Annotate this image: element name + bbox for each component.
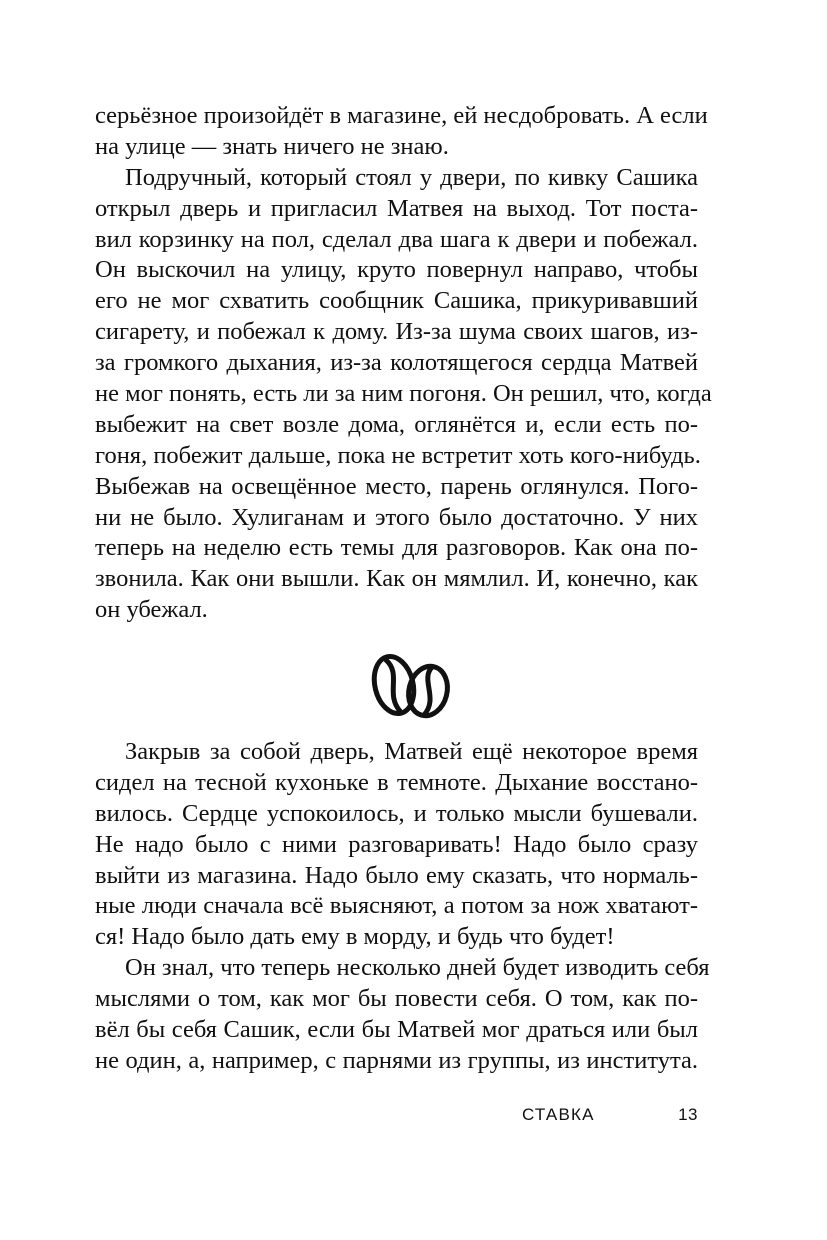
text-line: звонила. Как они вышли. Как он мямлил. И, конечно, как [95, 565, 698, 593]
text-line: Выбежав на освещённое место, парень оглянулся. Пого- [95, 472, 698, 500]
text-line: мыслями о том, как мог бы повести себя. О том, как по- [95, 985, 698, 1013]
paragraph [95, 737, 698, 953]
text-line: вил корзинку на пол, сделал два шага к двери и побежал. [95, 225, 698, 253]
text-line: гоня, побежит дальше, пока не встретит хоть кого-нибудь. [95, 441, 701, 469]
text-line: сидел на тесной кухоньке в темноте. Дыхание восстано- [95, 768, 698, 796]
text-line: не мог понять, есть ли за ним погоня. Он решил, что, когда [95, 380, 712, 408]
text-line: за громкого дыхания, из-за колотящегося сердца Матвей [95, 349, 698, 377]
text-line: его не мог схватить сообщник Сашика, прикуривавший [95, 287, 698, 315]
text-line: ные люди сначала всё выясняют, а потом за нож хватают- [95, 892, 698, 920]
text-line: открыл дверь и пригласил Матвея на выход. Тот поста- [95, 194, 698, 222]
text-line: сигарету, и побежал к дому. Из-за шума своих шагов, из- [95, 318, 698, 346]
text-line: Он знал, что теперь несколько дней будет изводить себя [125, 954, 710, 982]
text-line: Не надо было с ними разговаривать! Надо было сразу [95, 830, 698, 858]
page-footer [0, 1105, 827, 1133]
text-line: ся! Надо было дать ему в морду, и будь что будет! [95, 923, 615, 951]
text-line: не один, а, например, с парнями из группы, из института. [95, 1046, 698, 1074]
coffee-beans-icon [369, 652, 453, 720]
text-line: он убежал. [95, 596, 208, 624]
text-line: вёл бы себя Сашик, если бы Матвей мог драться или был [95, 1016, 698, 1044]
text-block-top [95, 101, 712, 626]
text-line: теперь на неделю есть темы для разговоров. Как она по- [95, 534, 698, 562]
text-line: выйти из магазина. Надо было ему сказать, что нормаль- [95, 861, 698, 889]
text-line: на улице — знать ничего не знаю. [95, 132, 449, 160]
text-line: ни не было. Хулиганам и этого было достаточно. У них [95, 503, 698, 531]
paragraph [95, 163, 712, 626]
text-line: серьёзное произойдёт в магазине, ей несдобровать. А если [95, 102, 708, 129]
running-title: СТАВКА [522, 1105, 595, 1124]
page-number: 13 [678, 1105, 698, 1124]
text-line: Подручный, который стоял у двери, по кивку Сашика [125, 163, 698, 191]
text-line: вилось. Сердце успокоилось, и только мысли бушевали. [95, 799, 698, 827]
text-line: Закрыв за собой дверь, Матвей ещё некоторое время [125, 738, 698, 765]
text-line: выбежит на свет возле дома, оглянётся и, если есть по- [95, 410, 698, 438]
paragraph [95, 953, 710, 1077]
text-block-bottom [95, 737, 710, 1077]
text-line: Он выскочил на улицу, круто повернул направо, чтобы [95, 256, 698, 284]
paragraph [95, 101, 708, 163]
